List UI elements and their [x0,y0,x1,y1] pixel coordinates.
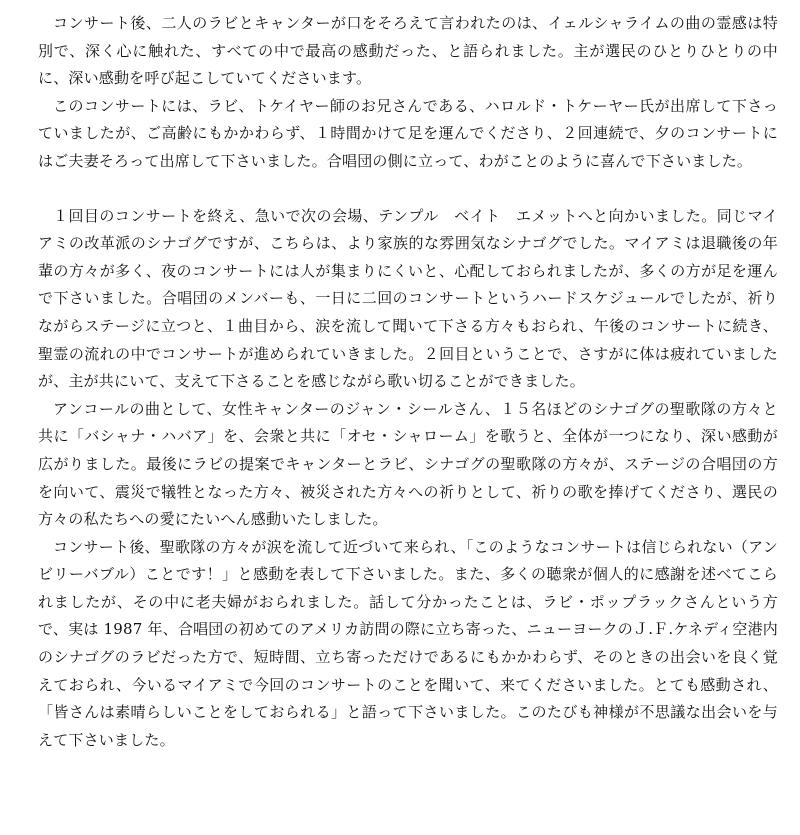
document-body [38,10,778,754]
paragraph-3: １回目のコンサートを終え、急いで次の会場、テンプル ベイト エメットへと向かいました。同じマイアミの改革派のシナゴグですが、こちらは、より家族的な雰囲気なシナゴグでした。マイアミは退職後の年輩の方々が多く、夜のコンサートには人が集まりにくいと、心配しておられましたが、多くの方が足を運んで下さいました。合唱団のメンバーも、一日に二回のコンサートというハードスケジュールでしたが、祈りながらステージに立つと、１曲目から、涙を流して聞いて下さる方々もおられ、午後のコンサートに続き、聖霊の流れの中でコンサートが進められていきました。２回目ということで、さすがに体は疲れていましたが、主が共にいて、支えて下さることを感じながら歌い切ることができました。 [38,206,778,391]
paragraph-2: このコンサートには、ラビ、トケイヤー師のお兄さんである、ハロルド・トケーヤー氏が出席して下さっていましたが、ご高齢にもかかわらず、１時間かけて足を運んでくださり、２回連続で、夕のコンサートにはご夫妻そろって出席して下さいました。合唱団の側に立って、わがことのように喜んで下さいました。 [38,96,778,170]
paragraph-5: コンサート後、聖歌隊の方々が涙を流して近づいて来られ、「このようなコンサートは信じられない（アンビリーバブル）ことです！」と感動を表して下さいました。また、多くの聴衆が個人的に感謝を述べてこられましたが、その中に老夫婦がおられました。話して分かったことは、ラビ・ポップラックさんという方で、実は 1987 年、合唱団の初めてのアメリカ訪問の際に立ち寄った、ニューヨークのＪ.Ｆ.ケネディ空港内のシナゴグのラビだった方で、短時間、立ち寄っただけであるにもかかわらず、そのときの出会いを良く覚えておられ、今いるマイアミで今回のコンサートのことを聞いて、来てくださいました。とても感動され、「皆さんは素晴らしいことをしておられる」と語って下さいました。このたびも神様が不思議な出会いを与えて下さいました。 [38,537,778,749]
paragraph-1: コンサート後、二人のラビとキャンターが口をそろえて言われたのは、イェルシャライムの曲の霊感は特別で、深く心に触れた、すべての中で最高の感動だった、と語られました。主が選民のひとりひとりの中に、深い感動を呼び起こしていてくださいます。 [38,14,778,88]
paragraph-4: アンコールの曲として、女性キャンターのジャン・シールさん、１５名ほどのシナゴグの聖歌隊の方々と共に「バシャナ・ハバア」を、会衆と共に「オセ・シャローム」を歌うと、全体が一つになり、深い感動が広がりました。最後にラビの提案でキャンターとラビ、シナゴグの聖歌隊の方々が、ステージの合唱団の方を向いて、震災で犠牲となった方々、被災された方々への祈りとして、祈りの歌を捧げてくださり、選民の方々の私たちへの愛にたいへん感動いたしました。 [38,399,778,529]
